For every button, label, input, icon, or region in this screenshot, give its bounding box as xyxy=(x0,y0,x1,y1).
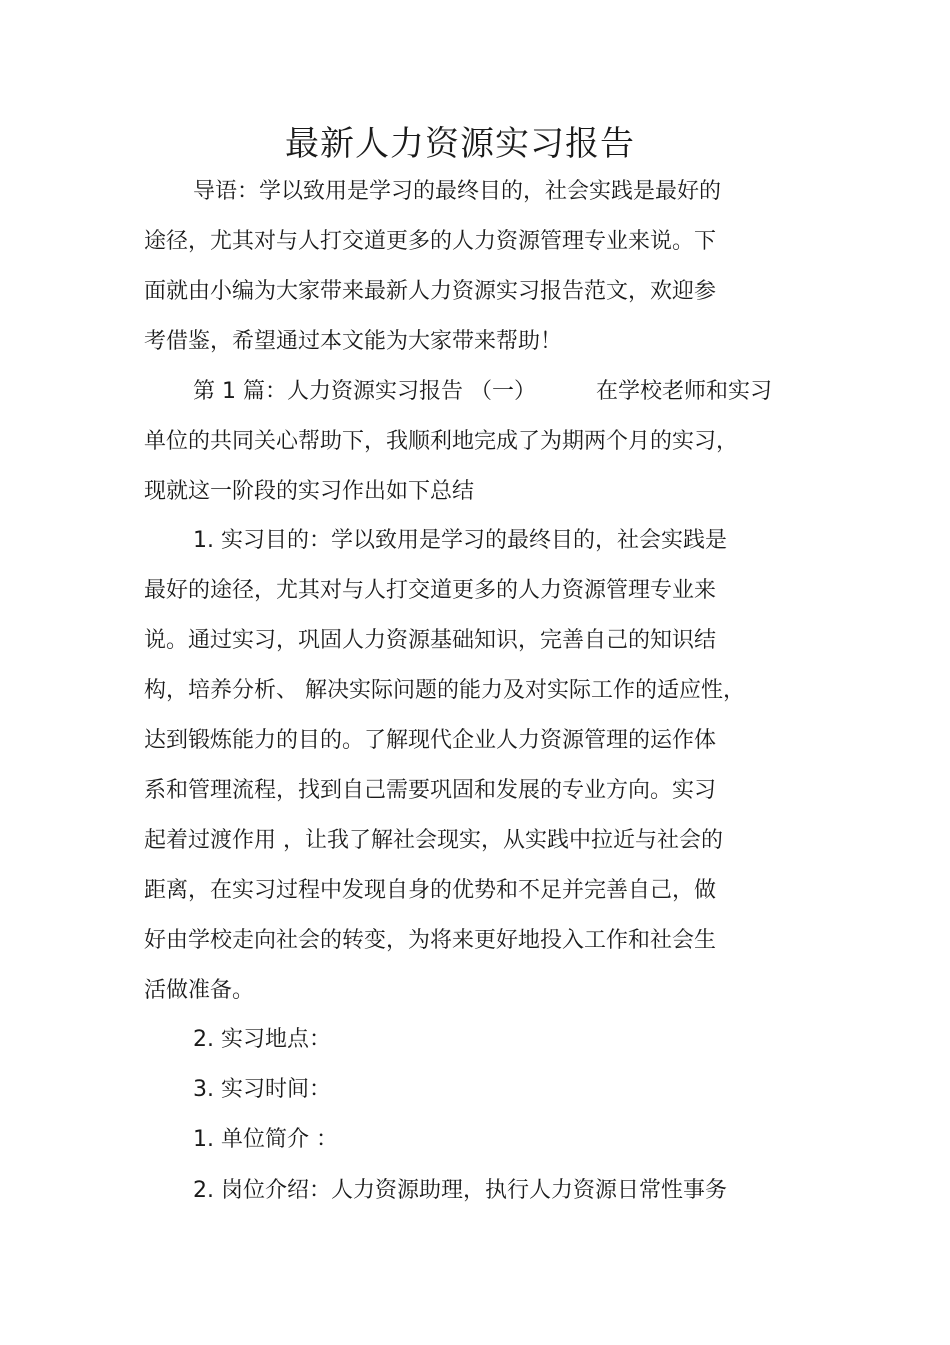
purpose-line: 起着过渡作用 ，让我了解社会现实，从实践中拉近与社会的 xyxy=(144,828,723,853)
purpose-line: 最好的途径，尤其对与人打交道更多的人力资源管理专业来 xyxy=(144,578,717,603)
intro-line: 途径，尤其对与人打交道更多的人力资源管理专业来说。下 xyxy=(144,229,717,254)
purpose-line: 活做准备。 xyxy=(144,978,255,1003)
list-item: 3. 实习时间： xyxy=(193,1077,331,1102)
purpose-line: 说。通过实习，巩固人力资源基础知识，完善自己的知识结 xyxy=(144,628,717,653)
intro-line: 考借鉴，希望通过本文能为大家带来帮助！ xyxy=(144,329,563,354)
list-item: 2. 岗位介绍：人力资源助理，执行人力资源日常性事务 xyxy=(193,1178,727,1203)
section-heading-line xyxy=(193,377,772,407)
purpose-line: 距离，在实习过程中发现自身的优势和不足并完善自己，做 xyxy=(144,878,717,903)
list-item: 2. 实习地点： xyxy=(193,1027,331,1052)
intro-line: 导语：学以致用是学习的最终目的，社会实践是最好的 xyxy=(193,179,722,204)
purpose-line: 好由学校走向社会的转变，为将来更好地投入工作和社会生 xyxy=(144,928,717,953)
intro-line: 面就由小编为大家带来最新人力资源实习报告范文，欢迎参 xyxy=(144,279,717,304)
section-intro-line: 现就这一阶段的实习作出如下总结 xyxy=(144,479,475,504)
purpose-line: 构，培养分析、 解决实际问题的能力及对实际工作的适应性， xyxy=(144,678,745,703)
purpose-line: 1. 实习目的：学以致用是学习的最终目的，社会实践是 xyxy=(193,528,727,553)
section-heading: 第 1 篇：人力资源实习报告 （一） xyxy=(193,379,536,404)
purpose-line: 达到锻炼能力的目的。了解现代企业人力资源管理的运作体 xyxy=(144,728,717,753)
document-title: 最新人力资源实习报告 xyxy=(285,124,635,164)
section-intro-line: 单位的共同关心帮助下，我顺利地完成了为期两个月的实习， xyxy=(144,429,739,454)
list-item: 1. 单位简介 ： xyxy=(193,1127,338,1152)
section-heading-tail: 在学校老师和实习 xyxy=(595,379,772,404)
purpose-line: 系和管理流程，找到自己需要巩固和发展的专业方向。实习 xyxy=(144,778,717,803)
